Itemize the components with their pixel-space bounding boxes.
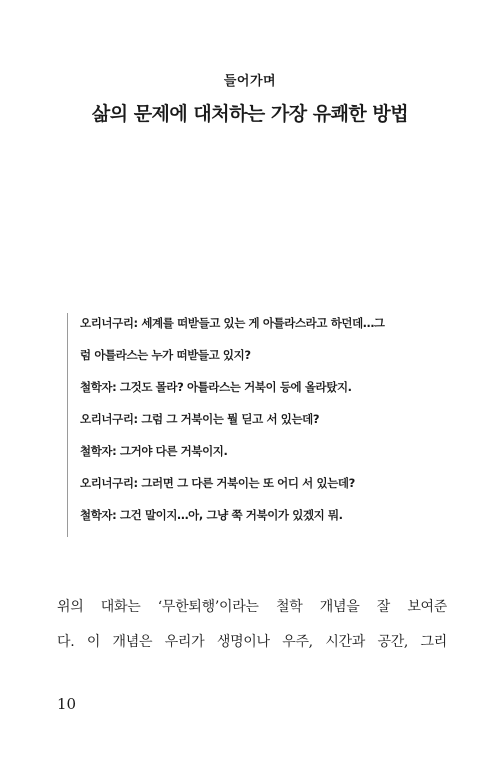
dialogue-line: 철학자: 그건 말이지…아, 그냥 쭉 거북이가 있겠지 뭐. [80,508,343,522]
body-line: 다. 이 개념은 우리가 생명이나 우주, 시간과 공간, 그리 [57,634,447,650]
page-number: 10 [57,695,77,713]
dialogue-line: 철학자: 그것도 몰라? 아틀라스는 거북이 등에 올라탔지. [80,380,352,394]
dialogue-line: 오리너구리: 그럼 그 거북이는 뭘 딛고 서 있는데? [80,412,320,426]
dialogue-line: 오리너구리: 세계를 떠받들고 있는 게 아틀라스라고 하던데…그 [80,316,385,330]
dialogue-line: 철학자: 그거야 다른 거북이지. [80,444,228,458]
body-line: 위의 대화는 ‘무한퇴행’이라는 철학 개념을 잘 보여준 [57,599,447,615]
dialogue-line: 럼 아틀라스는 누가 떠받들고 있지? [80,348,251,362]
body-paragraph [57,590,447,660]
dialogue-line: 오리너구리: 그러면 그 다른 거북이는 또 어디 서 있는데? [80,476,355,490]
chapter-title: 삶의 문제에 대처하는 가장 유쾌한 방법 [91,103,409,125]
chapter-label: 들어가며 [223,74,277,89]
dialogue-block [67,313,420,537]
